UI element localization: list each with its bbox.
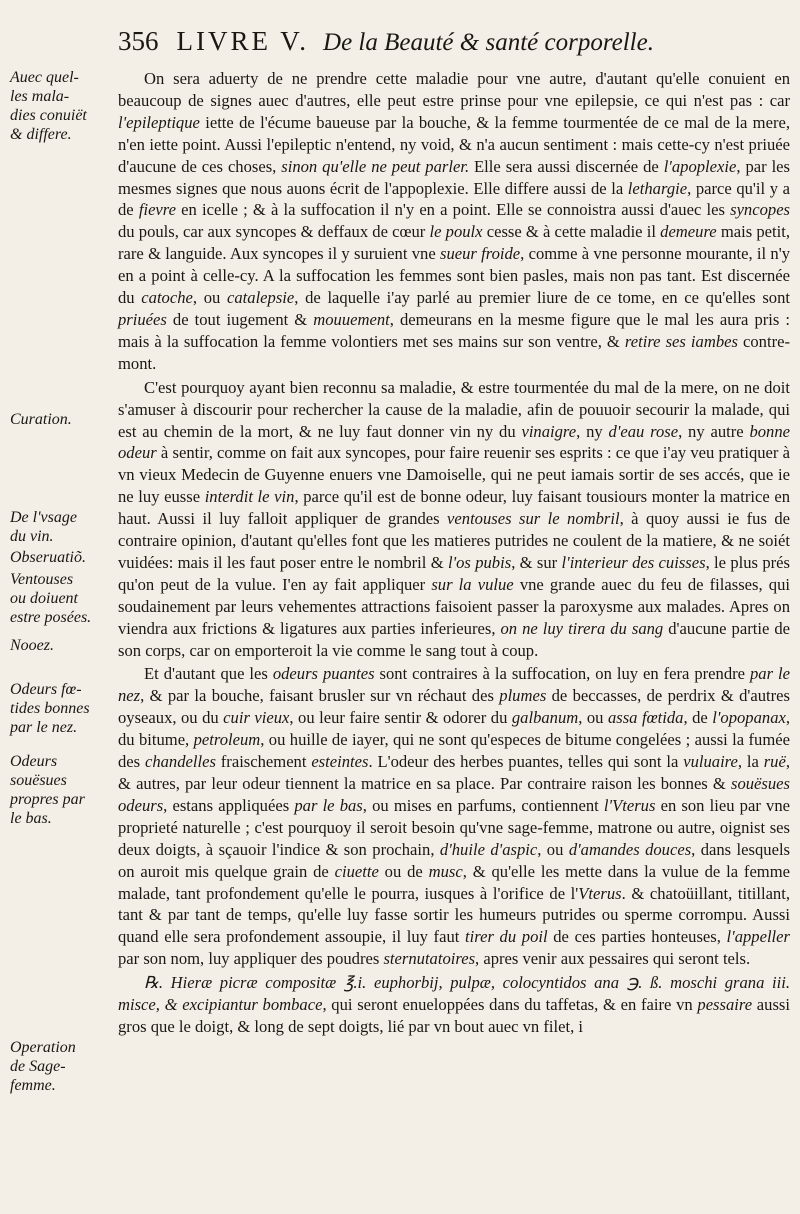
margin-note-line: du vin.: [10, 528, 54, 545]
text-run: , à quoy aussi ie fus de contraire opinion, d'autant qu'elles font que les matieres putrides ne coulent de la matiere, & ne soiét vuidées: mais il les faut poser entre le nombril &: [118, 509, 790, 572]
text-run: , du bitume,: [118, 708, 791, 750]
italic-run: mouuement: [313, 309, 390, 329]
margin-note: [10, 548, 122, 567]
text-run: . & chatoüillant, titillant, tant & par tant de temps, qu'elle luy fasse sortir les humeurs putrides ou sperme corrompu. Aussi quand elle sera profondement assoupie, il luy faut: [118, 883, 790, 947]
margin-note-line: Odeurs fœ-: [10, 681, 82, 698]
text-run: , demeurans en la mesme figure que le mal les aura pris : mais à la suffocation la femme volontiers met ses mains sur son ventre, &: [118, 309, 790, 351]
italic-run: l'apoplexie: [663, 156, 737, 176]
margin-note-line: Auec quel-: [10, 69, 79, 86]
paragraph: [118, 377, 790, 662]
margin-note-line: les mala-: [10, 88, 70, 105]
italic-run: ciuette: [334, 861, 379, 881]
text-run: , ou: [578, 708, 608, 728]
margin-note-line: Curation.: [10, 411, 72, 428]
margin-note: [10, 508, 122, 546]
text-run: cesse & à cette maladie il: [482, 222, 661, 242]
text-run: de tout iugement &: [166, 309, 314, 329]
margin-note-line: le bas.: [10, 810, 52, 827]
text-run: ou de: [378, 861, 429, 881]
italic-run: tirer du poil: [465, 927, 548, 947]
margin-note-line: estre posées.: [10, 609, 92, 626]
italic-run: l'epileptique: [118, 112, 200, 132]
italic-run: retire ses iambes: [624, 331, 738, 351]
italic-run: l'os pubis: [447, 552, 512, 572]
text-run: , la: [737, 752, 764, 772]
italic-run: d'amandes douces: [568, 839, 692, 859]
margin-note-line: propres par: [10, 791, 85, 808]
paragraph: [118, 663, 790, 970]
text-run: par son nom, luy appliquer des poudres: [118, 949, 384, 969]
text-run: , ou leur faire sentir & odorer du: [289, 708, 512, 728]
italic-run: d'huile d'aspic: [439, 839, 538, 859]
italic-run: l'interieur des cuisses: [561, 552, 706, 572]
text-run: de ces parties honteuses,: [547, 927, 727, 947]
italic-run: sternutatoires: [383, 949, 476, 969]
text-run: sont contraires à la suffocation, on luy en fera prendre: [374, 664, 750, 684]
text-run: en son lieu par vne proprieté naturelle ; c'est pourquoy il seroit besoin qu'vne sage-femme, matrone ou autre, oignist ses deux doigts, à sçauoir l'indice & son prochain,: [118, 795, 790, 859]
text-run: , qui seront enueloppées dans du taffetas, & en faire vn: [322, 995, 698, 1015]
text-run: iette de l'écume baueuse par la bouche, & la femme tourmentée de ce mal de la mere, n'en iette point. Aussi l'epileptic n'entend, ny void, & n'a aucun sentiment : mais cette-cy n'est priuée d'aucune de ces choses,: [118, 112, 790, 176]
book-label: LIVRE V.: [176, 26, 310, 56]
text-run: fraischement: [215, 752, 312, 772]
text-run: , ou: [537, 839, 569, 859]
text-run: , & autres, par leur odeur tiennent la matrice en sa place. Par contraire raison les bonnes &: [118, 752, 790, 793]
text-run: , apres venir aux pessaires qui seront tels.: [475, 949, 751, 969]
italic-run: odeurs puantes: [272, 664, 375, 684]
margin-note-line: dies conuiët: [10, 107, 87, 124]
running-header: [118, 26, 798, 66]
margin-note-line: tides bonnes: [10, 700, 90, 717]
italic-run: priuées: [118, 309, 167, 329]
margin-note: [10, 752, 122, 828]
italic-run: plumes: [499, 686, 547, 706]
text-run: , par les mesmes signes que nous auons écrit de l'appoplexie. Elle differe aussi de la: [118, 156, 791, 198]
text-run: aussi gros que le doigt, & long de sept doigts, lié par vn bout auec vn filet, i: [118, 995, 790, 1036]
italic-run: catoche: [141, 288, 193, 308]
italic-run: vinaigre: [521, 421, 577, 441]
italic-run: pessaire: [697, 995, 753, 1015]
text-run: , estans appliquées: [163, 795, 295, 815]
text-run: , ou mises en parfums, contiennent: [362, 795, 604, 815]
text-run: C'est pourquoy ayant bien reconnu sa maladie, & estre tourmentée du mal de la mere, on ne doit s'amuser à discourir pour rechercher la cause de la maladie, afin de pouuoir secourir la malade, qui est au chemin de la mort, & ne luy faut donner vin ny du: [118, 377, 790, 441]
italic-run: ℞. Hieræ picræ compositæ ℥.i. euphorbij, pulpæ, colocyntidos ana ℈. ß. moschi grana iii. misce, & excipiantur bombace: [118, 973, 790, 1015]
margin-note-line: Operation: [10, 1039, 76, 1056]
margin-note-line: & differe.: [10, 126, 72, 143]
italic-run: le poulx: [429, 222, 483, 242]
text-run: , ou: [192, 288, 227, 308]
margin-note-line: de Sage-: [10, 1058, 66, 1075]
paragraph: [118, 972, 790, 1038]
italic-run: on ne luy tirera du sang: [500, 618, 664, 638]
italic-run: d'eau rose: [608, 421, 679, 441]
text-run: Et d'autant que les: [144, 664, 273, 684]
italic-run: galbanum: [511, 708, 579, 728]
italic-run: Vterus: [578, 883, 622, 903]
paragraph: [118, 68, 790, 375]
text-run: à sentir, comme on fait aux syncopes, pour faire reuenir ses esprits : ce que i'ay veu pratiquer à vn vieux Medecin de Guyenne enuers vne Damoiselle, qui ne peut iamais sortir de ses accés, que ie ne luy eusse: [118, 443, 790, 507]
text-run: mais petit, rare & languide. Aux syncopes il y suruient vne: [118, 222, 790, 264]
italic-run: esteintes: [311, 752, 369, 772]
margin-note: [10, 636, 122, 655]
running-title: De la Beauté & santé corporelle.: [323, 29, 654, 56]
text-run: , parce qu'il y a de: [118, 178, 790, 220]
italic-run: fievre: [138, 200, 177, 220]
text-run: , le plus prés qu'on peut de la vulue. I'en ay fait appliquer: [118, 552, 790, 594]
italic-run: l'opopanax: [712, 708, 786, 728]
italic-run: sur la vulue: [431, 574, 514, 594]
text-run: , dans lesquels on auroit mis quelque grain de: [118, 839, 791, 881]
margin-note: [10, 570, 122, 627]
margin-note-line: Ventouses: [10, 571, 74, 588]
margin-note-line: par le nez.: [10, 719, 78, 736]
margin-note-line: souësues: [10, 772, 67, 789]
text-run: . L'odeur des herbes puantes, telles qui sont la: [368, 752, 684, 772]
text-run: d'aucune partie de son corps, car on emporteroit la vie comme le sang tout à coup.: [118, 618, 790, 660]
text-run: , comme à vne personne mourante, il n'y en a point à celle-cy. A la suffocation les femmes sont bien pasles, mais non pas tant. Est discernée du: [118, 244, 791, 308]
italic-run: petroleum: [193, 730, 261, 750]
italic-run: par le bas: [294, 795, 363, 815]
margin-note-line: ou doiuent: [10, 590, 78, 607]
text-run: On sera aduerty de ne prendre cette maladie pour vne autre, d'autant qu'elle conuient en beaucoup de signes auec d'autres, elle peut estre prinse pour vne epilepsie, ce qui n'est pas : car: [118, 69, 790, 110]
margin-note-line: De l'vsage: [10, 509, 77, 526]
text-run: vne grande auec du feu de filasses, qui soudainement par leurs vehementes attractions faisoient passer la paroxysme aux malades. Apres on viendra aux frictions & ligatures aux parties inferieures,: [118, 574, 790, 638]
italic-run: musc: [428, 861, 463, 881]
text-run: , de: [683, 708, 713, 728]
italic-run: catalepsie: [227, 288, 295, 308]
text-run: , & sur: [511, 552, 562, 572]
italic-run: demeure: [660, 222, 717, 242]
italic-run: cuir vieux: [223, 708, 290, 728]
italic-run: ventouses sur le nombril: [447, 509, 620, 529]
text-run: Elle sera aussi discernée de: [469, 156, 664, 176]
italic-run: syncopes: [730, 200, 791, 220]
margin-note-line: femme.: [10, 1077, 56, 1094]
margin-note-line: Obseruatiõ.: [10, 549, 86, 566]
text-run: , ny: [576, 421, 609, 441]
text-run: , & qu'elle les mette dans la vulue de la femme malade, tant profondement qu'elle le pourra, iusques à l'orifice de l': [118, 861, 790, 903]
italic-run: l'Vterus: [603, 795, 656, 815]
italic-run: vuluaire: [683, 752, 738, 772]
text-run: , ou huille de iayer, qui ne sont qu'especes de bitume congelées ; aussi la fumée des: [118, 730, 790, 772]
text-run: de beccasses, de perdrix & d'autres oyseaux, ou du: [118, 686, 791, 728]
italic-run: assa fœtida: [607, 708, 684, 728]
text-run: du pouls, car aux syncopes & deffaux de cœur: [118, 222, 430, 242]
text-run: , & par la bouche, faisant brusler sur vn réchaut des: [140, 686, 500, 706]
margin-note: [10, 410, 122, 429]
italic-run: chandelles: [144, 752, 216, 772]
italic-run: sinon qu'elle ne peut parler.: [281, 156, 470, 176]
italic-run: par le nez: [118, 664, 790, 706]
margin-note-line: Odeurs: [10, 753, 58, 770]
text-run: contre-mont.: [118, 331, 790, 373]
text-run: , de laquelle i'ay parlé au premier liure de ce tome, en ce qu'elles sont: [294, 288, 790, 308]
italic-run: bonne odeur: [118, 421, 790, 463]
italic-run: interdit le vin: [204, 487, 295, 507]
margin-note: [10, 680, 122, 737]
italic-run: souësues odeurs: [118, 774, 790, 815]
italic-run: l'appeller: [726, 927, 790, 947]
italic-run: lethargie: [627, 178, 688, 198]
main-text: [118, 68, 790, 1038]
margin-note-line: Nooez.: [10, 637, 54, 654]
text-run: , parce qu'il est de bonne odeur, luy faisant tousiours monter la matrice en haut. Aussi il luy falloit appliquer de grandes: [118, 487, 790, 529]
page-number: 356: [118, 26, 159, 56]
italic-run: ruë: [763, 752, 786, 772]
italic-run: sueur froide: [439, 244, 521, 264]
margin-note: [10, 1038, 122, 1095]
margin-note: [10, 68, 122, 144]
text-run: en icelle ; & à la suffocation il n'y en a point. Elle se connoistra aussi d'auec les: [176, 200, 731, 220]
text-run: , ny autre: [678, 421, 750, 441]
